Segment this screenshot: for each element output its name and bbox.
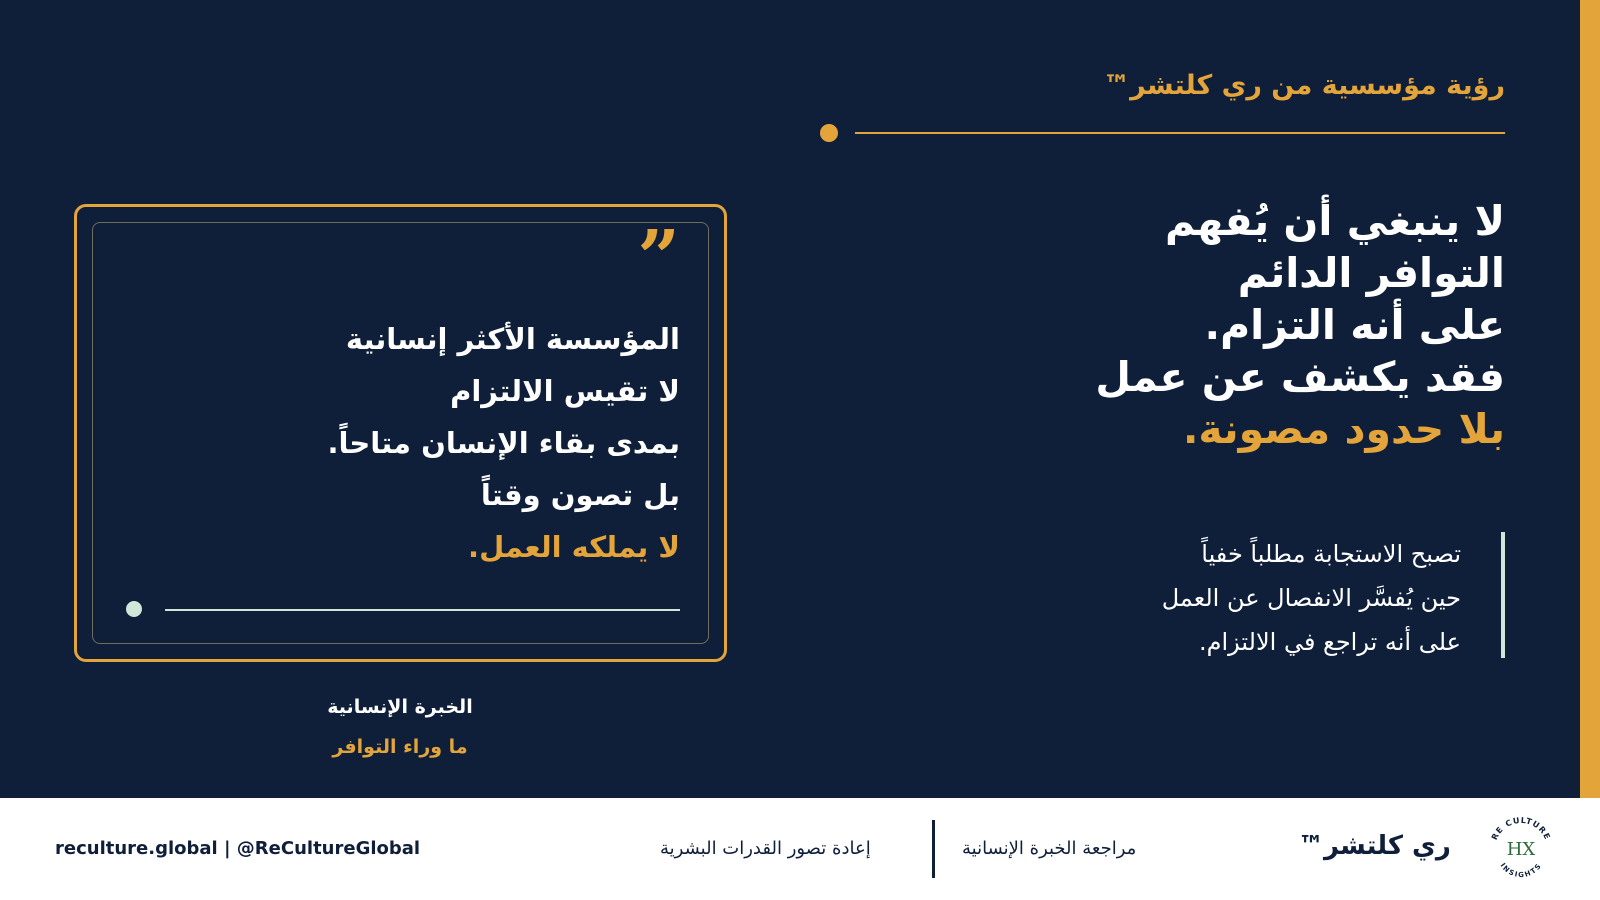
subtext-line: على أنه تراجع في الالتزام. <box>1199 628 1461 656</box>
quote-text <box>328 313 681 573</box>
headline-line: التوافر الدائم <box>1237 249 1505 297</box>
subtext-line: حين يُفسَّر الانفصال عن العمل <box>1161 584 1461 612</box>
footer-divider <box>932 820 935 878</box>
quote-line-text: بمدى بقاء الإنسان متاحاً. <box>327 426 680 460</box>
headline-line: فقد يكشف عن عمل <box>1095 353 1505 401</box>
footer-tagline-right: مراجعة الخبرة الإنسانية <box>962 838 1137 859</box>
quote-divider <box>165 609 680 611</box>
footer-contact[interactable]: reculture.global | @ReCultureGlobal <box>55 838 421 859</box>
quote-mark-icon: ” <box>637 215 680 301</box>
headline-line: على أنه التزام. <box>1204 301 1505 349</box>
subtext-line: تصبح الاستجابة مطلباً خفياً <box>1201 540 1461 568</box>
logo-text-top: RE CULTURE <box>1489 815 1553 842</box>
eyebrow-title: رؤية مؤسسية من ري كلتشر™ <box>1103 70 1505 101</box>
quote-card <box>74 204 727 662</box>
accent-bar <box>1580 0 1600 798</box>
caption-subtitle: ما وراء التوافر <box>332 736 468 758</box>
eyebrow-divider <box>855 132 1505 134</box>
quote-line-text: المؤسسة الأكثر إنسانية <box>345 322 680 356</box>
footer <box>0 798 1600 900</box>
logo-text-bottom: INSIGHTS <box>1498 861 1544 880</box>
quote-highlight: لا يملكه العمل. <box>468 530 680 564</box>
quote-card-inner <box>92 215 709 644</box>
logo-mark: HX <box>1506 839 1536 860</box>
headline-line: لا ينبغي أن يُفهم <box>1164 197 1505 245</box>
eyebrow-dot <box>820 124 838 142</box>
headline <box>885 195 1505 455</box>
svg-text:RE CULTURE <box>1490 816 1552 842</box>
quote-line-text: لا تقيس الالتزام <box>450 374 680 408</box>
svg-text:INSIGHTS <box>1499 862 1544 880</box>
footer-tagline-left: إعادة تصور القدرات البشرية <box>660 838 871 859</box>
quote-dot <box>126 601 142 617</box>
headline-highlight: بلا حدود مصونة. <box>1182 405 1505 453</box>
subtext-block <box>1045 532 1505 658</box>
caption-title: الخبرة الإنسانية <box>327 696 473 718</box>
reculture-logo-icon <box>1485 813 1557 885</box>
quote-line-text: بل تصون وقتاً <box>480 478 680 512</box>
footer-brand: ري كلتشر™ <box>1298 831 1451 861</box>
